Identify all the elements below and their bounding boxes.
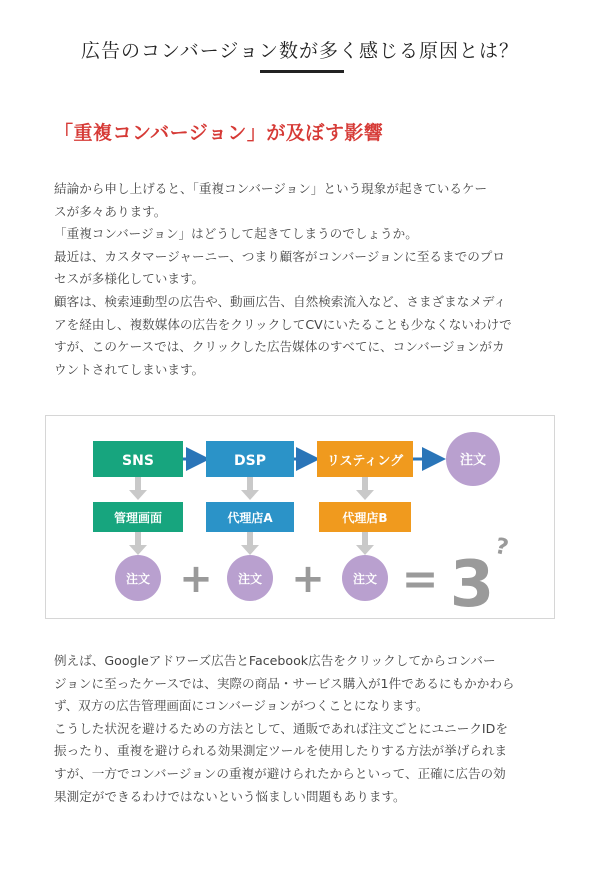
- text-line: アを経由し、複数媒体の広告をクリックしてCVにいたることも少なくないわけで: [54, 316, 512, 332]
- text-line: 顧客は、検索連動型の広告や、動画広告、自然検索流入など、さまざまなメディ: [54, 293, 507, 309]
- down-arrow-head: [129, 545, 147, 555]
- down-arrow-head: [356, 490, 374, 500]
- listing-label: リスティング: [326, 454, 404, 469]
- text-line: すが、一方でコンバージョンの重複が避けられたからといって、正確に広告の効: [54, 765, 506, 781]
- manager-label: 管理画面: [113, 511, 163, 525]
- title-underline: [260, 70, 344, 73]
- text-line: こうした状況を避けるための方法として、通販であれば注文ごとにユニークIDを: [54, 720, 508, 736]
- sns-label: SNS: [122, 453, 154, 469]
- plus-sign: +: [179, 556, 213, 602]
- manager-label: 代理店A: [227, 511, 273, 525]
- text-line: 結論から申し上げると、「重複コンバージョン」という現象が起きているケー: [54, 181, 488, 196]
- order-label: 注文: [237, 572, 263, 586]
- down-arrow-head: [129, 490, 147, 500]
- manager-label: 代理店B: [342, 511, 388, 525]
- result-number: 3: [449, 548, 495, 618]
- text-line: 振ったり、重複を避けられる効果測定ツールを使用したりする方法が挙げられま: [54, 743, 508, 759]
- text-line: ジョンに至ったケースでは、実際の商品・サービス購入が1件であるにもかかわら: [54, 675, 515, 691]
- dsp-label: DSP: [234, 453, 266, 469]
- down-arrow-shaft: [135, 477, 141, 491]
- down-arrow-head: [241, 545, 259, 555]
- intro-paragraph: [54, 178, 554, 381]
- down-arrow-shaft: [247, 477, 253, 491]
- question-mark: ?: [492, 533, 511, 562]
- text-line: すが、このケースでは、クリックした広告媒体のすべてに、コンバージョンがカ: [54, 339, 505, 355]
- text-line: 果測定ができるわけではないという悩ましい問題もあります。: [54, 788, 406, 804]
- plus-sign: +: [291, 556, 325, 602]
- down-arrow-shaft: [362, 477, 368, 491]
- text-line: 「重複コンバージョン」はどうして起きてしまうのでしょうか。: [54, 226, 418, 242]
- example-paragraph: [54, 650, 554, 808]
- section-heading: 「重複コンバージョン」が及ぼす影響: [54, 122, 384, 144]
- down-arrow-head: [356, 545, 374, 555]
- page-title: 広告のコンバージョン数が多く感じる原因とは？: [81, 40, 519, 62]
- order-label: 注文: [459, 453, 487, 468]
- duplicate-conversion-diagram: [45, 415, 555, 619]
- text-line: ウントされてしまいます。: [54, 361, 205, 377]
- down-arrow-shaft: [247, 532, 253, 546]
- text-line: 例えば、Googleアドワーズ広告とFacebook広告をクリックしてからコンバー: [54, 653, 496, 668]
- order-label: 注文: [125, 572, 151, 586]
- text-line: ず、双方の広告管理画面にコンバージョンがつくことになります。: [54, 698, 429, 714]
- text-line: スが多々あります。: [54, 203, 167, 219]
- down-arrow-shaft: [362, 532, 368, 546]
- down-arrow-shaft: [135, 532, 141, 546]
- equals-sign: =: [401, 554, 439, 605]
- text-line: 最近は、カスタマージャーニー、つまり顧客がコンバージョンに至るまでのプロ: [54, 248, 505, 264]
- text-line: セスが多様化しています。: [54, 271, 205, 287]
- down-arrow-head: [241, 490, 259, 500]
- order-label: 注文: [352, 572, 378, 586]
